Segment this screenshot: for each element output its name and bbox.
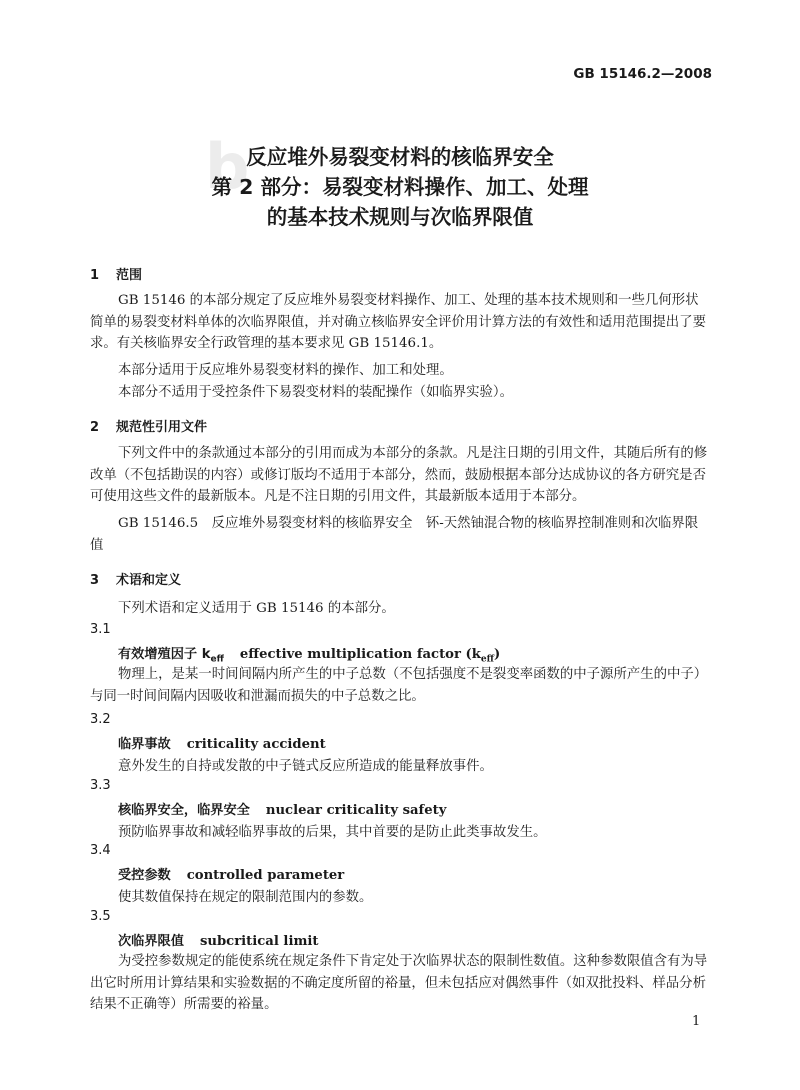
clause-number: 3.5 [90, 909, 111, 924]
term-zh: 次临界限值 [118, 934, 184, 949]
section-3-intro: 下列术语和定义适用于 GB 15146 的本部分。 [118, 601, 395, 616]
term-en: criticality accident [186, 737, 326, 752]
section-1-paragraph-3: 本部分不适用于受控条件下易裂变材料的装配操作（如临界实验）。 [118, 385, 514, 400]
term-en: nuclear criticality safety [265, 803, 447, 818]
term-definition: 意外发生的自持或发散的中子链式反应所造成的能量释放事件。 [118, 759, 493, 774]
page-number: 1 [692, 1014, 701, 1029]
term-definition: 物理上，是某一时间间隔内所产生的中子总数（不包括强度不是裂变率函数的中子源所产生的中子）与同一时间间隔内因吸收和泄漏而损失的中子总数之比。 [90, 667, 708, 704]
section-2-paragraph-1: 下列文件中的条款通过本部分的引用而成为本部分的条款。凡是注日期的引用文件，其随后所有的修改单（不包括勘误的内容）或修订版均不适用于本部分，然而，鼓励根据本部分达成协议的各方研究是否可使用这些文件的最新版本。凡是不注日期的引用文件，其最新版本适用于本部分。 [90, 446, 708, 504]
term-zh: 临界事故 [118, 737, 171, 752]
section-number: 3 [90, 573, 100, 588]
watermark: b [205, 130, 252, 203]
section-1-heading [90, 264, 142, 283]
term-zh: 核临界安全，临界安全 [118, 803, 250, 818]
title-line-2: 第 2 部分：易裂变材料操作、加工、处理 [211, 175, 589, 199]
term-heading [118, 643, 500, 665]
section-2-reference: GB 15146.5 反应堆外易裂变材料的核临界安全 钚-天然铀混合物的核临界控制准则和次临界限值 [90, 516, 699, 553]
standard-number: GB 15146.2—2008 [573, 66, 712, 82]
section-number: 2 [90, 420, 100, 435]
section-title: 范围 [116, 268, 143, 283]
section-1-paragraph-1: GB 15146 的本部分规定了反应堆外易裂变材料操作、加工、处理的基本技术规则和一些几何形状简单的易裂变材料单体的次临界限值，并对确立核临界安全评价用计算方法的有效性和适用范围提出了要求。有关核临界安全行政管理的基本要求见 GB 15146.1。 [90, 293, 706, 351]
section-1-paragraph-2: 本部分适用于反应堆外易裂变材料的操作、加工和处理。 [118, 363, 453, 378]
clause-number: 3.4 [90, 843, 111, 858]
clause-number: 3.2 [90, 712, 111, 727]
term-heading [118, 733, 326, 752]
term-definition: 为受控参数规定的能使系统在规定条件下肯定处于次临界状态的限制性数值。这种参数限值含有为导出它时所用计算结果和实验数据的不确定度所留的裕量，但未包括应对偶然事件（如双批投料、样品分析结果不正确等）所需要的裕量。 [90, 954, 708, 1012]
term-en: effective multiplication factor (k [239, 647, 481, 662]
title-line-1: 反应堆外易裂变材料的核临界安全 [246, 145, 554, 169]
term-en: controlled parameter [186, 868, 345, 883]
term-zh: 有效增殖因子 k [118, 647, 211, 662]
term-heading [118, 864, 344, 883]
term-heading [118, 930, 319, 949]
term-zh: 受控参数 [118, 868, 171, 883]
term-definition: 预防临界事故和减轻临界事故的后果，其中首要的是防止此类事故发生。 [118, 825, 547, 840]
term-en-subscript: eff [480, 654, 495, 665]
section-title: 术语和定义 [116, 573, 182, 588]
section-title: 规范性引用文件 [116, 420, 208, 435]
section-3-heading [90, 569, 181, 588]
term-en-tail: ) [494, 647, 501, 662]
term-en: subcritical limit [199, 934, 319, 949]
term-definition: 使其数值保持在规定的限制范围内的参数。 [118, 890, 373, 905]
section-2-heading [90, 416, 207, 435]
title-line-3: 的基本技术规则与次临界限值 [266, 205, 534, 229]
term-heading [118, 799, 446, 818]
section-number: 1 [90, 268, 100, 283]
term-zh-subscript: eff [210, 654, 224, 665]
clause-number: 3.3 [90, 778, 111, 793]
clause-number: 3.1 [90, 622, 111, 637]
